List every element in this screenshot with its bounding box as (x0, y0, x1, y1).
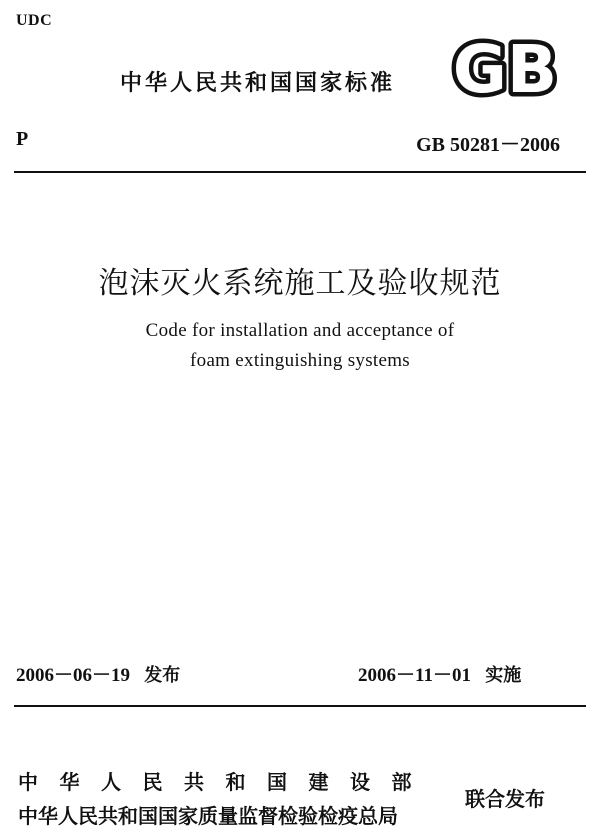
category-code: P (16, 128, 29, 150)
issue-label: 发布 (144, 665, 181, 686)
standard-type-heading: 中华人民共和国国家标准 (120, 71, 396, 96)
issue-date-block (16, 660, 180, 687)
issue-date: 2006－06－19 (16, 665, 131, 686)
effective-label: 实施 (485, 665, 522, 686)
standard-number: GB 50281－2006 (416, 134, 560, 156)
title-english-line-1: Code for installation and acceptance of (145, 320, 455, 341)
udc-label: UDC (16, 12, 53, 29)
gb-logo-icon (445, 34, 565, 102)
header-divider (14, 171, 586, 173)
joint-publication-label: 联合发布 (465, 787, 545, 811)
publisher-ministry: 中华人民共和国建设部 (18, 770, 433, 794)
publisher-administration: 中华人民共和国国家质量监督检验检疫总局 (18, 804, 398, 828)
effective-date-block (358, 660, 521, 687)
title-chinese: 泡沫灭火系统施工及验收规范 (98, 266, 502, 301)
gb-logo-glyphs: GB (452, 34, 558, 102)
footer-divider (14, 705, 586, 707)
effective-date: 2006－11－01 (358, 665, 471, 686)
title-english-line-2: foam extinguishing systems (190, 350, 410, 371)
